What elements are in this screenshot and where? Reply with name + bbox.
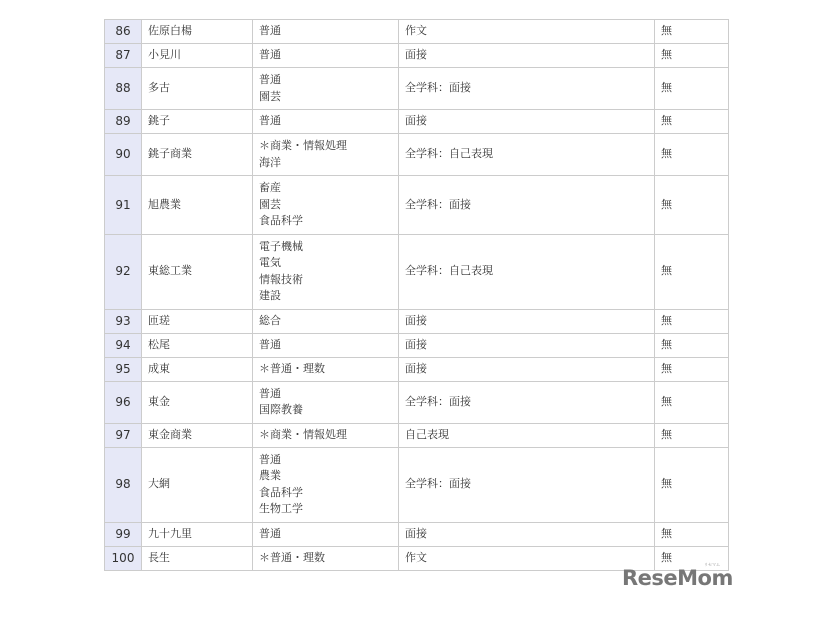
course-name: 園芸	[259, 197, 281, 211]
row-number-cell: 94	[105, 333, 142, 357]
course-name: 普通	[259, 386, 281, 400]
extra-cell: 無	[655, 234, 729, 309]
resemom-logo-kana: リセマム	[704, 562, 720, 567]
school-name-cell: 松尾	[142, 333, 253, 357]
course-name: 普通	[259, 114, 281, 128]
course-name: 情報技術	[259, 272, 303, 286]
course-cell	[253, 381, 399, 423]
row-number-cell: 97	[105, 423, 142, 447]
course-name: 国際教養	[259, 403, 303, 416]
school-name-cell: 佐原白楊	[142, 20, 253, 44]
row-number-cell: 92	[105, 234, 142, 309]
course-name: 総合	[259, 313, 281, 327]
extra-cell: 無	[655, 176, 729, 235]
course-name: 普通	[259, 48, 281, 62]
table-row	[105, 381, 729, 423]
exam-method-cell: 作文	[399, 546, 655, 570]
school-name-cell: 小見川	[142, 44, 253, 68]
extra-cell: 無	[655, 44, 729, 68]
admissions-table	[104, 19, 729, 571]
course-name: 普通	[259, 73, 281, 86]
extra-cell: 無	[655, 522, 729, 546]
course-name: 電気	[259, 256, 281, 269]
school-name-cell: 成東	[142, 357, 253, 381]
exam-method-cell: 全学科：面接	[399, 381, 655, 423]
exam-method-cell: 面接	[399, 44, 655, 68]
course-cell	[253, 176, 399, 235]
exam-method-cell: 全学科：面接	[399, 447, 655, 522]
row-number-cell: 96	[105, 381, 142, 423]
table-row	[105, 423, 729, 447]
table-row	[105, 20, 729, 44]
course-name: 普通	[259, 337, 281, 351]
table-row	[105, 234, 729, 309]
extra-cell: 無	[655, 423, 729, 447]
course-cell	[253, 546, 399, 570]
course-cell	[253, 110, 399, 134]
row-number-cell: 91	[105, 176, 142, 235]
course-name: 園芸	[259, 89, 281, 103]
course-cell	[253, 20, 399, 44]
table-row	[105, 176, 729, 235]
exam-method-cell: 全学科：自己表現	[399, 134, 655, 176]
extra-cell: 無	[655, 357, 729, 381]
course-cell	[253, 234, 399, 309]
table-row	[105, 110, 729, 134]
row-number-cell: 86	[105, 20, 142, 44]
row-number-cell: 88	[105, 68, 142, 110]
course-name: 畜産	[259, 181, 281, 194]
school-name-cell: 銚子	[142, 110, 253, 134]
extra-cell: 無	[655, 20, 729, 44]
table-row	[105, 309, 729, 333]
exam-method-cell: 自己表現	[399, 423, 655, 447]
extra-cell: 無	[655, 447, 729, 522]
exam-method-cell: 面接	[399, 357, 655, 381]
admissions-table-container	[104, 19, 728, 571]
exam-method-cell: 全学科：面接	[399, 68, 655, 110]
table-row	[105, 522, 729, 546]
exam-method-cell: 全学科：面接	[399, 176, 655, 235]
extra-cell: 無	[655, 546, 729, 570]
course-cell	[253, 309, 399, 333]
row-number-cell: 90	[105, 134, 142, 176]
row-number-cell: 99	[105, 522, 142, 546]
table-row	[105, 357, 729, 381]
row-number-cell: 95	[105, 357, 142, 381]
exam-method-cell: 全学科：自己表現	[399, 234, 655, 309]
row-number-cell: 93	[105, 309, 142, 333]
school-name-cell: 匝瑳	[142, 309, 253, 333]
course-name: 生物工学	[259, 502, 303, 515]
course-name: 普通	[259, 452, 281, 466]
course-name: 電子機械	[259, 239, 303, 253]
course-cell	[253, 423, 399, 447]
school-name-cell: 東金商業	[142, 423, 253, 447]
course-cell	[253, 522, 399, 546]
course-name: ＊普通・理数	[259, 361, 325, 375]
school-name-cell: 長生	[142, 546, 253, 570]
table-row	[105, 44, 729, 68]
extra-cell: 無	[655, 333, 729, 357]
exam-method-cell: 作文	[399, 20, 655, 44]
table-row	[105, 68, 729, 110]
extra-cell: 無	[655, 134, 729, 176]
exam-method-cell: 面接	[399, 110, 655, 134]
resemom-logo: ReseMom	[622, 566, 733, 590]
course-name: 食品科学	[259, 214, 303, 227]
course-cell	[253, 134, 399, 176]
school-name-cell: 九十九里	[142, 522, 253, 546]
exam-method-cell: 面接	[399, 309, 655, 333]
course-cell	[253, 68, 399, 110]
row-number-cell: 100	[105, 546, 142, 570]
course-cell	[253, 357, 399, 381]
row-number-cell: 89	[105, 110, 142, 134]
exam-method-cell: 面接	[399, 522, 655, 546]
school-name-cell: 多古	[142, 68, 253, 110]
table-row	[105, 134, 729, 176]
table-row	[105, 447, 729, 522]
school-name-cell: 東総工業	[142, 234, 253, 309]
school-name-cell: 旭農業	[142, 176, 253, 235]
row-number-cell: 98	[105, 447, 142, 522]
table-body	[105, 20, 729, 571]
course-name: 食品科学	[259, 485, 303, 499]
school-name-cell: 東金	[142, 381, 253, 423]
school-name-cell: 大網	[142, 447, 253, 522]
exam-method-cell: 面接	[399, 333, 655, 357]
course-cell	[253, 333, 399, 357]
row-number-cell: 87	[105, 44, 142, 68]
extra-cell: 無	[655, 110, 729, 134]
course-name: 海洋	[259, 155, 281, 169]
course-name: ＊商業・情報処理	[259, 427, 347, 441]
table-row	[105, 333, 729, 357]
course-cell	[253, 44, 399, 68]
course-cell	[253, 447, 399, 522]
extra-cell: 無	[655, 68, 729, 110]
extra-cell: 無	[655, 381, 729, 423]
course-name: 普通	[259, 526, 281, 540]
course-name: ＊商業・情報処理	[259, 139, 347, 152]
course-name: 建設	[259, 289, 281, 302]
course-name: 普通	[259, 24, 281, 38]
course-name: 農業	[259, 469, 281, 482]
course-name: ＊普通・理数	[259, 550, 325, 564]
extra-cell: 無	[655, 309, 729, 333]
school-name-cell: 銚子商業	[142, 134, 253, 176]
